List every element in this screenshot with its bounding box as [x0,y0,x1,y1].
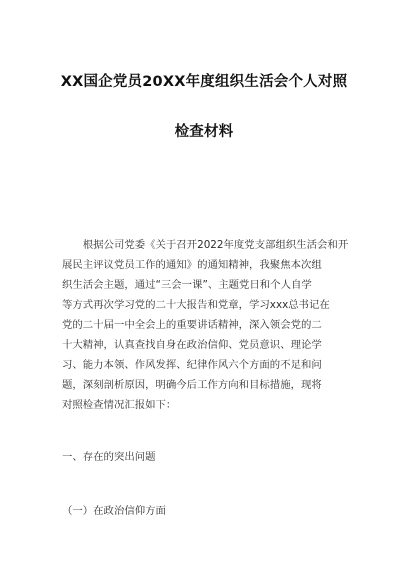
intro-line-9: 对照检查情况汇报如下： [62,399,177,411]
intro-line-5: 党的二十届一中全会上的重要讲话精神，深入领会党的二 [62,319,322,331]
subsection-heading: （一）在政治信仰方面 [62,505,166,517]
document-title-line-2: 检查材料 [174,124,234,140]
intro-line-7: 习、能力本领、作风发挥、纪律作风六个方面的不足和问 [62,359,322,371]
intro-line-3: 织生活会主题，通过“三会一课”、主题党日和个人自学 [62,279,312,291]
intro-line-1: 根据公司党委《关于召开2022年度党支部组织生活会和开 [62,239,349,251]
intro-line-8: 题，深刻剖析原因，明确今后工作方向和目标措施，现将 [62,379,322,391]
intro-line-4: 等方式再次学习党的二十大报告和党章，学习xxx总书记在 [62,299,330,311]
section-heading: 一、存在的突出问题 [62,451,156,463]
intro-line-6: 十大精神，认真查找自身在政治信仰、党员意识、理论学 [62,339,322,351]
document-title-line-1: XX国企党员20XX年度组织生活会个人对照 [60,74,348,90]
intro-line-2: 展民主评议党员工作的通知》的通知精神，我聚焦本次组 [62,259,322,271]
